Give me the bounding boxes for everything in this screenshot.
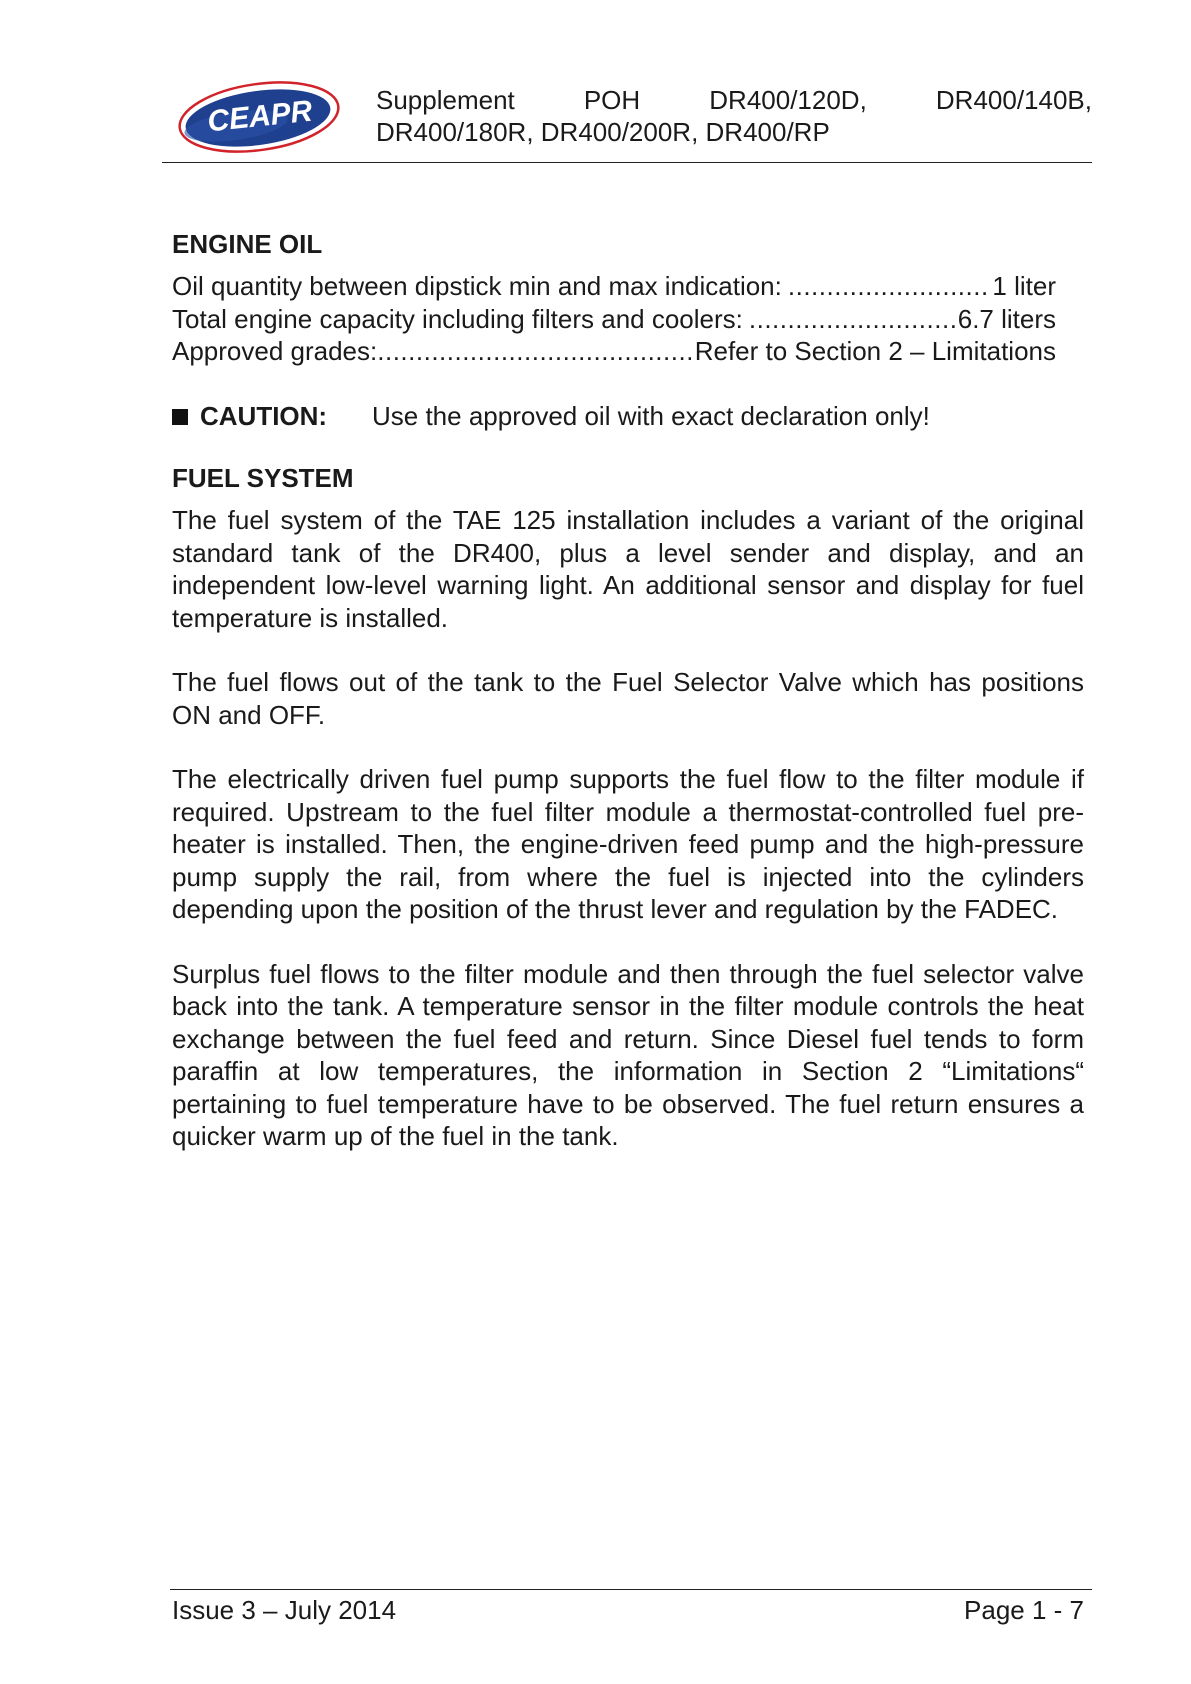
page-number: Page 1 - 7 xyxy=(964,1595,1084,1625)
dot-leader xyxy=(788,270,991,303)
title-line-2: DR400/180R, DR400/200R, DR400/RP xyxy=(376,117,830,147)
spec-value: 6.7 liters xyxy=(957,303,1056,334)
page-header xyxy=(162,74,1092,164)
fuel-paragraph: The fuel system of the TAE 125 installation includes a variant of the original standard tank of the DR400, plus a level sender and display, and an independent low-level warning light. An additional sensor and display for fuel temperature is installed. xyxy=(172,505,1084,633)
issue-date: Issue 3 – July 2014 xyxy=(172,1595,397,1625)
dot-leader xyxy=(377,335,690,368)
document-title xyxy=(376,84,1092,148)
footer-divider xyxy=(170,1589,1092,1590)
title-word: DR400/120D, xyxy=(709,85,867,115)
caution-square-icon xyxy=(172,409,188,425)
fuel-paragraph: Surplus fuel flows to the filter module and then through the fuel selector valve back into the tank. A temperature sensor in the filter module controls the heat exchange between the fuel feed and return. Since Diesel fuel tends to form paraffin at low temperatures, the information in Section 2 “Limitations“ pertaining to fuel temperature have to be observed. The fuel return ensures a quicker warm up of the fuel in the tank. xyxy=(172,958,1084,1151)
page-content xyxy=(172,228,1084,1153)
title-word: POH xyxy=(583,85,641,115)
spec-row-oil-quantity xyxy=(172,270,1056,303)
spec-value: 1 liter xyxy=(992,271,1056,301)
spec-label: Approved grades: xyxy=(172,336,378,366)
fuel-paragraph: The fuel flows out of the tank to the Fuel Selector Valve which has positions ON and OFF. xyxy=(172,667,1084,730)
spec-label: Oil quantity between dipstick min and max indication: xyxy=(172,271,782,301)
fuel-system-heading: FUEL SYSTEM xyxy=(172,463,354,493)
dot-leader xyxy=(749,303,956,336)
title-word: DR400/140B, xyxy=(935,85,1092,115)
caution-label: CAUTION: xyxy=(200,400,328,431)
caution-note xyxy=(172,400,1084,433)
spec-row-engine-capacity xyxy=(172,303,1056,336)
caution-text: Use the approved oil with exact declaration only! xyxy=(372,400,930,431)
fuel-paragraph: The electrically driven fuel pump supports the fuel flow to the filter module if required. Upstream to the fuel filter module a thermostat-controlled fuel pre-heater is installed. Then, the engine-driven feed pump and the high-pressure pump supply the rail, from where the fuel is injected into the cylinders depending upon the position of the thrust lever and regulation by the FADEC. xyxy=(172,764,1084,924)
page-footer xyxy=(172,1594,1084,1626)
engine-oil-heading: ENGINE OIL xyxy=(172,229,323,259)
title-word: Supplement xyxy=(376,85,515,115)
header-divider xyxy=(162,162,1092,163)
spec-row-approved-grades xyxy=(172,335,1056,368)
spec-label: Total engine capacity including filters and coolers: xyxy=(172,303,743,334)
ceapr-logo xyxy=(176,78,342,156)
spec-value: Refer to Section 2 – Limitations xyxy=(694,336,1056,366)
logo-lettering: CEAPR xyxy=(205,94,314,139)
